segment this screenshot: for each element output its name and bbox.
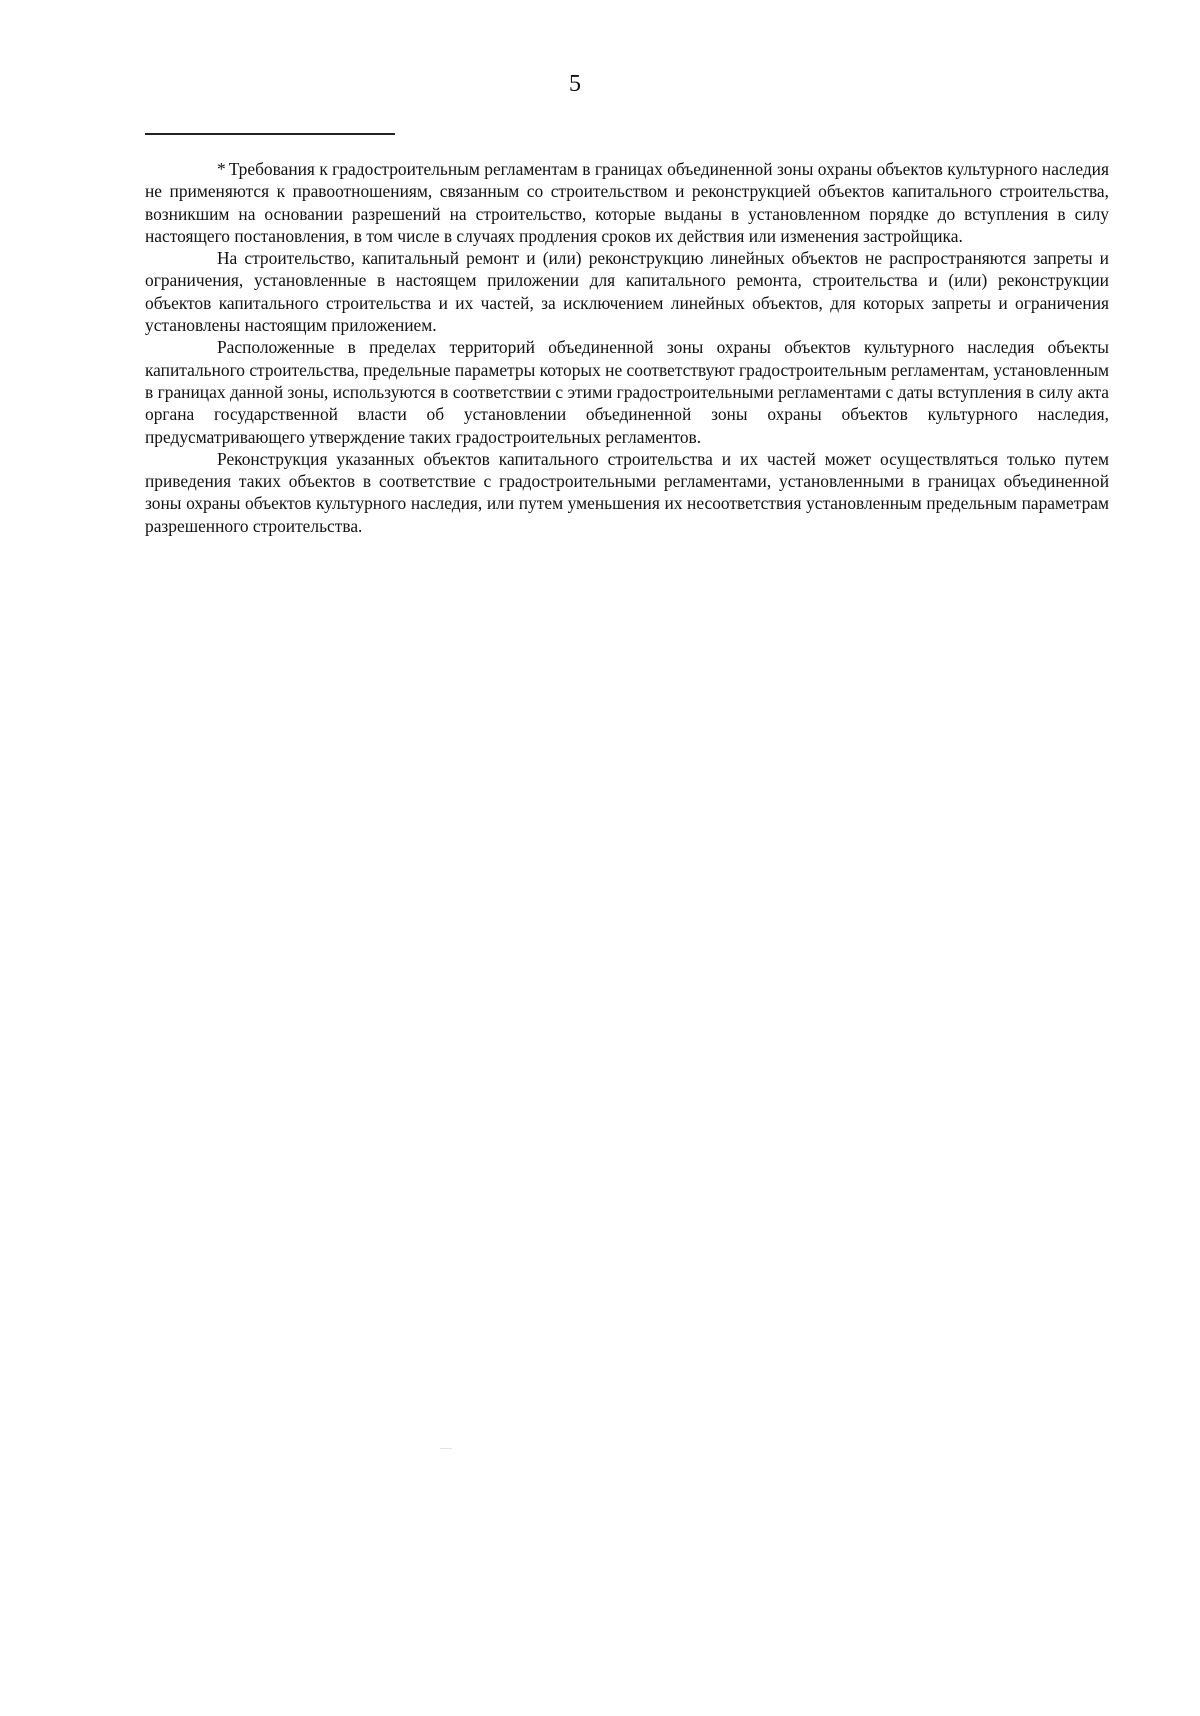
footnote-paragraph-4: Реконструкция указанных объектов капитального строительства и их частей может осуществляться только путем приведения таких объектов в соответствие с градостроительными регламентами, установленными в границах объединенной зоны охраны объектов культурного наследия, или путем уменьшения их несоответствия установленным предельным параметрам разрешенного строительства. (145, 448, 1109, 536)
scan-artifact (440, 1448, 452, 1449)
page-number: 5 (569, 71, 581, 97)
footnote-paragraph-2: На строительство, капитальный ремонт и (или) реконструкцию линейных объектов не распространяются запреты и ограничения, установленные в настоящем приложении для капитального ремонта, строительства и (или) реконструкции объектов капитального строительства и их частей, за исключением линейных объектов, для которых запреты и ограничения установлены настоящим приложением. (145, 248, 1109, 336)
footnote-separator (145, 133, 395, 135)
footnote-paragraph-1-text: Требования к градостроительным регламентам в границах объединенной зоны охраны объектов культурного наследия не применяются к правоотношениям, связанным со строительством и реконструкцией объектов капитального строительства, возникшим на основании разрешений на строительство, которые выданы в установленном порядке до вступления в силу настоящего постановления, в том числе в случаях продления сроков их действия или изменения застройщика. (145, 159, 1109, 246)
footnote-paragraph-1 (145, 158, 1109, 247)
footnote-block (145, 158, 1109, 537)
footnote-marker: * (217, 159, 226, 179)
footnote-paragraph-3: Расположенные в пределах территорий объединенной зоны охраны объектов культурного наследия объекты капитального строительства, предельные параметры которых не соответствуют градостроительным регламентам, установленным в границах данной зоны, используются в соответствии с этими градостроительными регламентами с даты вступления в силу акта органа государственной власти об установлении объединенной зоны охраны объектов культурного наследия, предусматривающего утверждение таких градостроительных регламентов. (145, 337, 1109, 447)
